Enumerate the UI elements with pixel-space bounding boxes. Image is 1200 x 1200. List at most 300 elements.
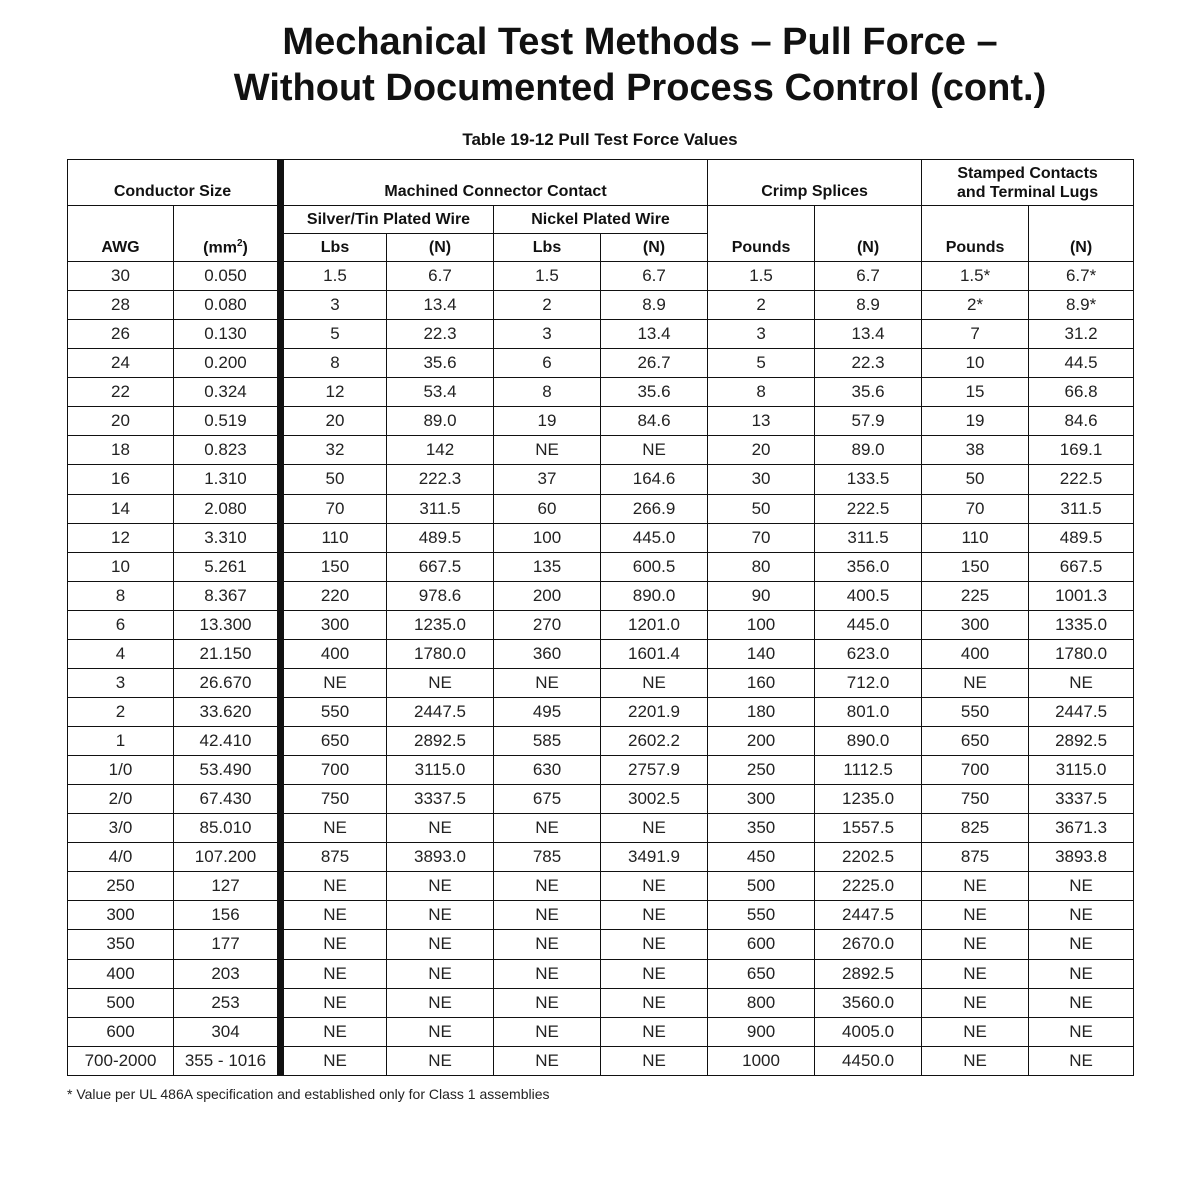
table-row <box>68 436 1134 465</box>
cell-silver-n: NE <box>387 1017 494 1046</box>
cell-awg: 12 <box>68 523 174 552</box>
cell-nickel-lbs: NE <box>494 959 601 988</box>
cell-silver-n: NE <box>387 901 494 930</box>
cell-silver-lbs: NE <box>281 959 387 988</box>
cell-crimp-n: 1112.5 <box>815 756 922 785</box>
cell-stamped-n: 2892.5 <box>1029 727 1134 756</box>
cell-silver-lbs: 150 <box>281 552 387 581</box>
cell-nickel-n: 1601.4 <box>601 639 708 668</box>
cell-crimp-n: 6.7 <box>815 262 922 291</box>
cell-awg: 26 <box>68 320 174 349</box>
cell-crimp-n: 356.0 <box>815 552 922 581</box>
cell-crimp-pounds: 1000 <box>708 1046 815 1075</box>
cell-stamped-n: 2447.5 <box>1029 697 1134 726</box>
cell-crimp-n: 4450.0 <box>815 1046 922 1075</box>
cell-crimp-pounds: 80 <box>708 552 815 581</box>
cell-crimp-n: 890.0 <box>815 727 922 756</box>
table-body <box>68 262 1134 1076</box>
cell-nickel-n: 26.7 <box>601 349 708 378</box>
cell-silver-lbs: NE <box>281 872 387 901</box>
cell-awg: 6 <box>68 610 174 639</box>
cell-crimp-pounds: 50 <box>708 494 815 523</box>
cell-nickel-lbs: 1.5 <box>494 262 601 291</box>
cell-crimp-n: 35.6 <box>815 378 922 407</box>
cell-nickel-n: NE <box>601 930 708 959</box>
table-row <box>68 814 1134 843</box>
header-silver-n: (N) <box>387 234 494 262</box>
cell-crimp-pounds: 8 <box>708 378 815 407</box>
footnote: * Value per UL 486A specification and established only for Class 1 assemblies <box>67 1086 550 1102</box>
table-row <box>68 901 1134 930</box>
cell-mm2: 2.080 <box>174 494 281 523</box>
cell-mm2: 0.080 <box>174 291 281 320</box>
cell-stamped-pounds: NE <box>922 1017 1029 1046</box>
cell-awg: 10 <box>68 552 174 581</box>
cell-crimp-pounds: 30 <box>708 465 815 494</box>
cell-mm2: 304 <box>174 1017 281 1046</box>
cell-crimp-n: 8.9 <box>815 291 922 320</box>
cell-nickel-lbs: 60 <box>494 494 601 523</box>
cell-nickel-lbs: 3 <box>494 320 601 349</box>
header-awg: AWG <box>68 206 174 262</box>
cell-crimp-n: 623.0 <box>815 639 922 668</box>
cell-awg: 500 <box>68 988 174 1017</box>
cell-stamped-n: NE <box>1029 930 1134 959</box>
table-row <box>68 407 1134 436</box>
cell-crimp-n: 712.0 <box>815 668 922 697</box>
cell-crimp-pounds: 250 <box>708 756 815 785</box>
table-row <box>68 320 1134 349</box>
cell-stamped-pounds: 10 <box>922 349 1029 378</box>
cell-mm2: 253 <box>174 988 281 1017</box>
mm2-close: ) <box>242 239 248 256</box>
cell-stamped-n: 6.7* <box>1029 262 1134 291</box>
cell-nickel-lbs: 6 <box>494 349 601 378</box>
cell-silver-lbs: 12 <box>281 378 387 407</box>
table-caption: Table 19-12 Pull Test Force Values <box>462 130 738 149</box>
cell-crimp-n: 801.0 <box>815 697 922 726</box>
mm2-label: (mm <box>203 239 237 256</box>
table-row <box>68 1017 1134 1046</box>
cell-stamped-n: 489.5 <box>1029 523 1134 552</box>
cell-silver-n: 3115.0 <box>387 756 494 785</box>
cell-nickel-n: 3002.5 <box>601 785 708 814</box>
cell-crimp-n: 133.5 <box>815 465 922 494</box>
cell-mm2: 42.410 <box>174 727 281 756</box>
cell-stamped-n: NE <box>1029 901 1134 930</box>
cell-crimp-pounds: 100 <box>708 610 815 639</box>
table-row <box>68 988 1134 1017</box>
cell-stamped-n: 169.1 <box>1029 436 1134 465</box>
cell-mm2: 5.261 <box>174 552 281 581</box>
cell-nickel-n: 84.6 <box>601 407 708 436</box>
cell-mm2: 67.430 <box>174 785 281 814</box>
cell-silver-lbs: NE <box>281 930 387 959</box>
cell-nickel-lbs: 785 <box>494 843 601 872</box>
cell-stamped-n: 1001.3 <box>1029 581 1134 610</box>
mm2-sup: 2 <box>236 237 243 249</box>
cell-nickel-lbs: NE <box>494 901 601 930</box>
header-machined-connector-contact: Machined Connector Contact <box>281 160 708 206</box>
cell-silver-lbs: NE <box>281 668 387 697</box>
cell-stamped-n: NE <box>1029 668 1134 697</box>
cell-nickel-n: NE <box>601 959 708 988</box>
cell-silver-lbs: 3 <box>281 291 387 320</box>
cell-mm2: 13.300 <box>174 610 281 639</box>
table-row <box>68 581 1134 610</box>
cell-stamped-n: 8.9* <box>1029 291 1134 320</box>
cell-silver-n: 2892.5 <box>387 727 494 756</box>
cell-nickel-lbs: NE <box>494 872 601 901</box>
cell-mm2: 21.150 <box>174 639 281 668</box>
cell-awg: 14 <box>68 494 174 523</box>
cell-awg: 3 <box>68 668 174 697</box>
cell-silver-lbs: 400 <box>281 639 387 668</box>
cell-crimp-pounds: 800 <box>708 988 815 1017</box>
cell-nickel-n: 2602.2 <box>601 727 708 756</box>
cell-mm2: 26.670 <box>174 668 281 697</box>
cell-silver-lbs: 50 <box>281 465 387 494</box>
cell-crimp-n: 89.0 <box>815 436 922 465</box>
cell-crimp-n: 22.3 <box>815 349 922 378</box>
cell-silver-lbs: 220 <box>281 581 387 610</box>
cell-crimp-n: 4005.0 <box>815 1017 922 1046</box>
cell-mm2: 0.130 <box>174 320 281 349</box>
cell-nickel-n: 6.7 <box>601 262 708 291</box>
cell-nickel-n: 2201.9 <box>601 697 708 726</box>
cell-stamped-n: NE <box>1029 959 1134 988</box>
cell-silver-n: 35.6 <box>387 349 494 378</box>
cell-stamped-pounds: 750 <box>922 785 1029 814</box>
cell-awg: 3/0 <box>68 814 174 843</box>
cell-nickel-lbs: NE <box>494 668 601 697</box>
cell-awg: 300 <box>68 901 174 930</box>
cell-silver-n: NE <box>387 959 494 988</box>
cell-stamped-pounds: 7 <box>922 320 1029 349</box>
cell-stamped-n: NE <box>1029 988 1134 1017</box>
cell-nickel-lbs: NE <box>494 436 601 465</box>
cell-stamped-n: 311.5 <box>1029 494 1134 523</box>
cell-silver-n: NE <box>387 872 494 901</box>
cell-stamped-n: NE <box>1029 872 1134 901</box>
cell-stamped-pounds: 225 <box>922 581 1029 610</box>
cell-awg: 700-2000 <box>68 1046 174 1075</box>
cell-silver-lbs: 300 <box>281 610 387 639</box>
cell-silver-lbs: 8 <box>281 349 387 378</box>
cell-mm2: 33.620 <box>174 697 281 726</box>
cell-crimp-n: 2447.5 <box>815 901 922 930</box>
cell-nickel-n: 13.4 <box>601 320 708 349</box>
header-mm2 <box>174 206 281 262</box>
cell-stamped-n: 31.2 <box>1029 320 1134 349</box>
header-conductor-size: Conductor Size <box>68 160 281 206</box>
cell-silver-lbs: 750 <box>281 785 387 814</box>
table-row <box>68 378 1134 407</box>
cell-mm2: 1.310 <box>174 465 281 494</box>
cell-awg: 1 <box>68 727 174 756</box>
cell-nickel-n: 3491.9 <box>601 843 708 872</box>
cell-stamped-pounds: 300 <box>922 610 1029 639</box>
cell-silver-n: NE <box>387 668 494 697</box>
cell-mm2: 156 <box>174 901 281 930</box>
cell-silver-n: 89.0 <box>387 407 494 436</box>
cell-awg: 22 <box>68 378 174 407</box>
cell-crimp-pounds: 300 <box>708 785 815 814</box>
cell-nickel-n: NE <box>601 872 708 901</box>
cell-crimp-pounds: 3 <box>708 320 815 349</box>
cell-stamped-pounds: NE <box>922 959 1029 988</box>
cell-mm2: 3.310 <box>174 523 281 552</box>
cell-nickel-lbs: 585 <box>494 727 601 756</box>
cell-nickel-n: 890.0 <box>601 581 708 610</box>
cell-awg: 18 <box>68 436 174 465</box>
table-row <box>68 930 1134 959</box>
cell-silver-n: 13.4 <box>387 291 494 320</box>
cell-silver-n: 222.3 <box>387 465 494 494</box>
cell-crimp-pounds: 160 <box>708 668 815 697</box>
cell-crimp-n: 13.4 <box>815 320 922 349</box>
cell-crimp-pounds: 450 <box>708 843 815 872</box>
header-nickel-n: (N) <box>601 234 708 262</box>
cell-silver-n: NE <box>387 1046 494 1075</box>
cell-awg: 4/0 <box>68 843 174 872</box>
cell-silver-lbs: NE <box>281 901 387 930</box>
cell-silver-n: 53.4 <box>387 378 494 407</box>
cell-silver-lbs: 5 <box>281 320 387 349</box>
cell-nickel-n: 8.9 <box>601 291 708 320</box>
cell-mm2: 85.010 <box>174 814 281 843</box>
table-row <box>68 843 1134 872</box>
cell-crimp-pounds: 350 <box>708 814 815 843</box>
cell-crimp-pounds: 13 <box>708 407 815 436</box>
cell-nickel-lbs: 37 <box>494 465 601 494</box>
cell-silver-lbs: NE <box>281 988 387 1017</box>
cell-stamped-pounds: 2* <box>922 291 1029 320</box>
cell-silver-lbs: 550 <box>281 697 387 726</box>
cell-stamped-n: 3337.5 <box>1029 785 1134 814</box>
cell-stamped-n: 667.5 <box>1029 552 1134 581</box>
cell-nickel-n: 1201.0 <box>601 610 708 639</box>
cell-mm2: 0.200 <box>174 349 281 378</box>
cell-stamped-pounds: NE <box>922 901 1029 930</box>
page-title-line-2: Without Documented Process Control (cont.) <box>233 67 1047 109</box>
cell-nickel-lbs: 200 <box>494 581 601 610</box>
cell-stamped-n: 3115.0 <box>1029 756 1134 785</box>
cell-crimp-pounds: 500 <box>708 872 815 901</box>
cell-stamped-n: 222.5 <box>1029 465 1134 494</box>
cell-crimp-n: 1235.0 <box>815 785 922 814</box>
cell-crimp-pounds: 900 <box>708 1017 815 1046</box>
cell-awg: 24 <box>68 349 174 378</box>
cell-crimp-n: 400.5 <box>815 581 922 610</box>
cell-nickel-n: NE <box>601 814 708 843</box>
cell-crimp-pounds: 140 <box>708 639 815 668</box>
cell-silver-n: NE <box>387 814 494 843</box>
table-row <box>68 1046 1134 1075</box>
cell-silver-lbs: 700 <box>281 756 387 785</box>
cell-stamped-pounds: 825 <box>922 814 1029 843</box>
pull-test-force-table <box>67 159 1134 1076</box>
cell-stamped-n: 3893.8 <box>1029 843 1134 872</box>
cell-nickel-lbs: 495 <box>494 697 601 726</box>
table-row <box>68 465 1134 494</box>
cell-crimp-n: 1557.5 <box>815 814 922 843</box>
cell-silver-n: 6.7 <box>387 262 494 291</box>
cell-crimp-pounds: 5 <box>708 349 815 378</box>
cell-silver-n: NE <box>387 988 494 1017</box>
cell-nickel-lbs: 8 <box>494 378 601 407</box>
header-crimp-splices: Crimp Splices <box>708 160 922 206</box>
cell-silver-n: 1780.0 <box>387 639 494 668</box>
cell-silver-n: 667.5 <box>387 552 494 581</box>
cell-stamped-pounds: 110 <box>922 523 1029 552</box>
cell-nickel-n: NE <box>601 1017 708 1046</box>
cell-crimp-n: 311.5 <box>815 523 922 552</box>
cell-awg: 8 <box>68 581 174 610</box>
cell-stamped-pounds: NE <box>922 988 1029 1017</box>
cell-awg: 2 <box>68 697 174 726</box>
cell-awg: 2/0 <box>68 785 174 814</box>
cell-silver-n: 489.5 <box>387 523 494 552</box>
cell-stamped-pounds: 50 <box>922 465 1029 494</box>
cell-awg: 28 <box>68 291 174 320</box>
cell-crimp-pounds: 70 <box>708 523 815 552</box>
cell-crimp-pounds: 20 <box>708 436 815 465</box>
cell-silver-n: 3893.0 <box>387 843 494 872</box>
cell-nickel-lbs: NE <box>494 930 601 959</box>
cell-silver-n: 1235.0 <box>387 610 494 639</box>
cell-silver-lbs: 70 <box>281 494 387 523</box>
cell-stamped-n: 3671.3 <box>1029 814 1134 843</box>
cell-mm2: 355 - 1016 <box>174 1046 281 1075</box>
cell-stamped-pounds: 150 <box>922 552 1029 581</box>
cell-mm2: 0.050 <box>174 262 281 291</box>
cell-silver-n: 2447.5 <box>387 697 494 726</box>
page-title-line-1: Mechanical Test Methods – Pull Force – <box>282 21 998 63</box>
cell-crimp-pounds: 550 <box>708 901 815 930</box>
table-row <box>68 727 1134 756</box>
cell-silver-lbs: NE <box>281 814 387 843</box>
cell-mm2: 107.200 <box>174 843 281 872</box>
cell-crimp-pounds: 90 <box>708 581 815 610</box>
cell-nickel-n: 445.0 <box>601 523 708 552</box>
header-nickel: Nickel Plated Wire <box>494 206 708 234</box>
cell-nickel-n: NE <box>601 668 708 697</box>
cell-nickel-n: 266.9 <box>601 494 708 523</box>
cell-silver-lbs: NE <box>281 1017 387 1046</box>
cell-silver-n: NE <box>387 930 494 959</box>
cell-stamped-pounds: 19 <box>922 407 1029 436</box>
cell-silver-n: 22.3 <box>387 320 494 349</box>
cell-silver-lbs: 20 <box>281 407 387 436</box>
table-row <box>68 756 1134 785</box>
table-row <box>68 552 1134 581</box>
cell-silver-n: 978.6 <box>387 581 494 610</box>
cell-mm2: 8.367 <box>174 581 281 610</box>
cell-stamped-pounds: 70 <box>922 494 1029 523</box>
cell-crimp-n: 2202.5 <box>815 843 922 872</box>
cell-nickel-lbs: 270 <box>494 610 601 639</box>
cell-silver-n: 142 <box>387 436 494 465</box>
cell-awg: 30 <box>68 262 174 291</box>
cell-awg: 4 <box>68 639 174 668</box>
cell-stamped-pounds: 700 <box>922 756 1029 785</box>
cell-stamped-pounds: 38 <box>922 436 1029 465</box>
cell-stamped-n: 44.5 <box>1029 349 1134 378</box>
cell-nickel-lbs: 360 <box>494 639 601 668</box>
cell-nickel-lbs: 2 <box>494 291 601 320</box>
header-stamped-n: (N) <box>1029 206 1134 262</box>
cell-nickel-n: 164.6 <box>601 465 708 494</box>
cell-crimp-n: 222.5 <box>815 494 922 523</box>
cell-awg: 400 <box>68 959 174 988</box>
cell-nickel-n: 600.5 <box>601 552 708 581</box>
table-row <box>68 291 1134 320</box>
cell-nickel-n: NE <box>601 901 708 930</box>
cell-stamped-n: 66.8 <box>1029 378 1134 407</box>
cell-nickel-lbs: 630 <box>494 756 601 785</box>
cell-crimp-n: 3560.0 <box>815 988 922 1017</box>
cell-crimp-n: 57.9 <box>815 407 922 436</box>
table-row <box>68 872 1134 901</box>
cell-stamped-pounds: 550 <box>922 697 1029 726</box>
cell-stamped-pounds: 1.5* <box>922 262 1029 291</box>
cell-stamped-pounds: 875 <box>922 843 1029 872</box>
cell-awg: 20 <box>68 407 174 436</box>
cell-silver-n: 311.5 <box>387 494 494 523</box>
cell-crimp-pounds: 2 <box>708 291 815 320</box>
table-row <box>68 668 1134 697</box>
cell-stamped-pounds: 650 <box>922 727 1029 756</box>
table-row <box>68 262 1134 291</box>
cell-silver-lbs: 110 <box>281 523 387 552</box>
cell-crimp-n: 445.0 <box>815 610 922 639</box>
table-row <box>68 523 1134 552</box>
cell-mm2: 0.519 <box>174 407 281 436</box>
cell-stamped-pounds: NE <box>922 668 1029 697</box>
cell-stamped-n: NE <box>1029 1046 1134 1075</box>
cell-awg: 16 <box>68 465 174 494</box>
cell-stamped-n: 1780.0 <box>1029 639 1134 668</box>
cell-silver-lbs: 1.5 <box>281 262 387 291</box>
cell-mm2: 127 <box>174 872 281 901</box>
cell-stamped-pounds: NE <box>922 930 1029 959</box>
cell-nickel-n: 35.6 <box>601 378 708 407</box>
table-row <box>68 610 1134 639</box>
cell-silver-n: 3337.5 <box>387 785 494 814</box>
cell-crimp-pounds: 1.5 <box>708 262 815 291</box>
cell-nickel-lbs: 135 <box>494 552 601 581</box>
cell-silver-lbs: 650 <box>281 727 387 756</box>
table-row <box>68 785 1134 814</box>
cell-nickel-n: NE <box>601 436 708 465</box>
header-crimp-n: (N) <box>815 206 922 262</box>
header-stamped-contacts: Stamped Contacts and Terminal Lugs <box>922 160 1134 206</box>
cell-mm2: 203 <box>174 959 281 988</box>
cell-nickel-lbs: NE <box>494 1017 601 1046</box>
cell-nickel-n: NE <box>601 1046 708 1075</box>
header-silver-tin: Silver/Tin Plated Wire <box>281 206 494 234</box>
table-row <box>68 959 1134 988</box>
cell-crimp-pounds: 180 <box>708 697 815 726</box>
cell-nickel-n: 2757.9 <box>601 756 708 785</box>
header-nickel-lbs: Lbs <box>494 234 601 262</box>
cell-awg: 1/0 <box>68 756 174 785</box>
cell-nickel-n: NE <box>601 988 708 1017</box>
cell-stamped-n: 1335.0 <box>1029 610 1134 639</box>
cell-stamped-pounds: 400 <box>922 639 1029 668</box>
cell-nickel-lbs: 19 <box>494 407 601 436</box>
